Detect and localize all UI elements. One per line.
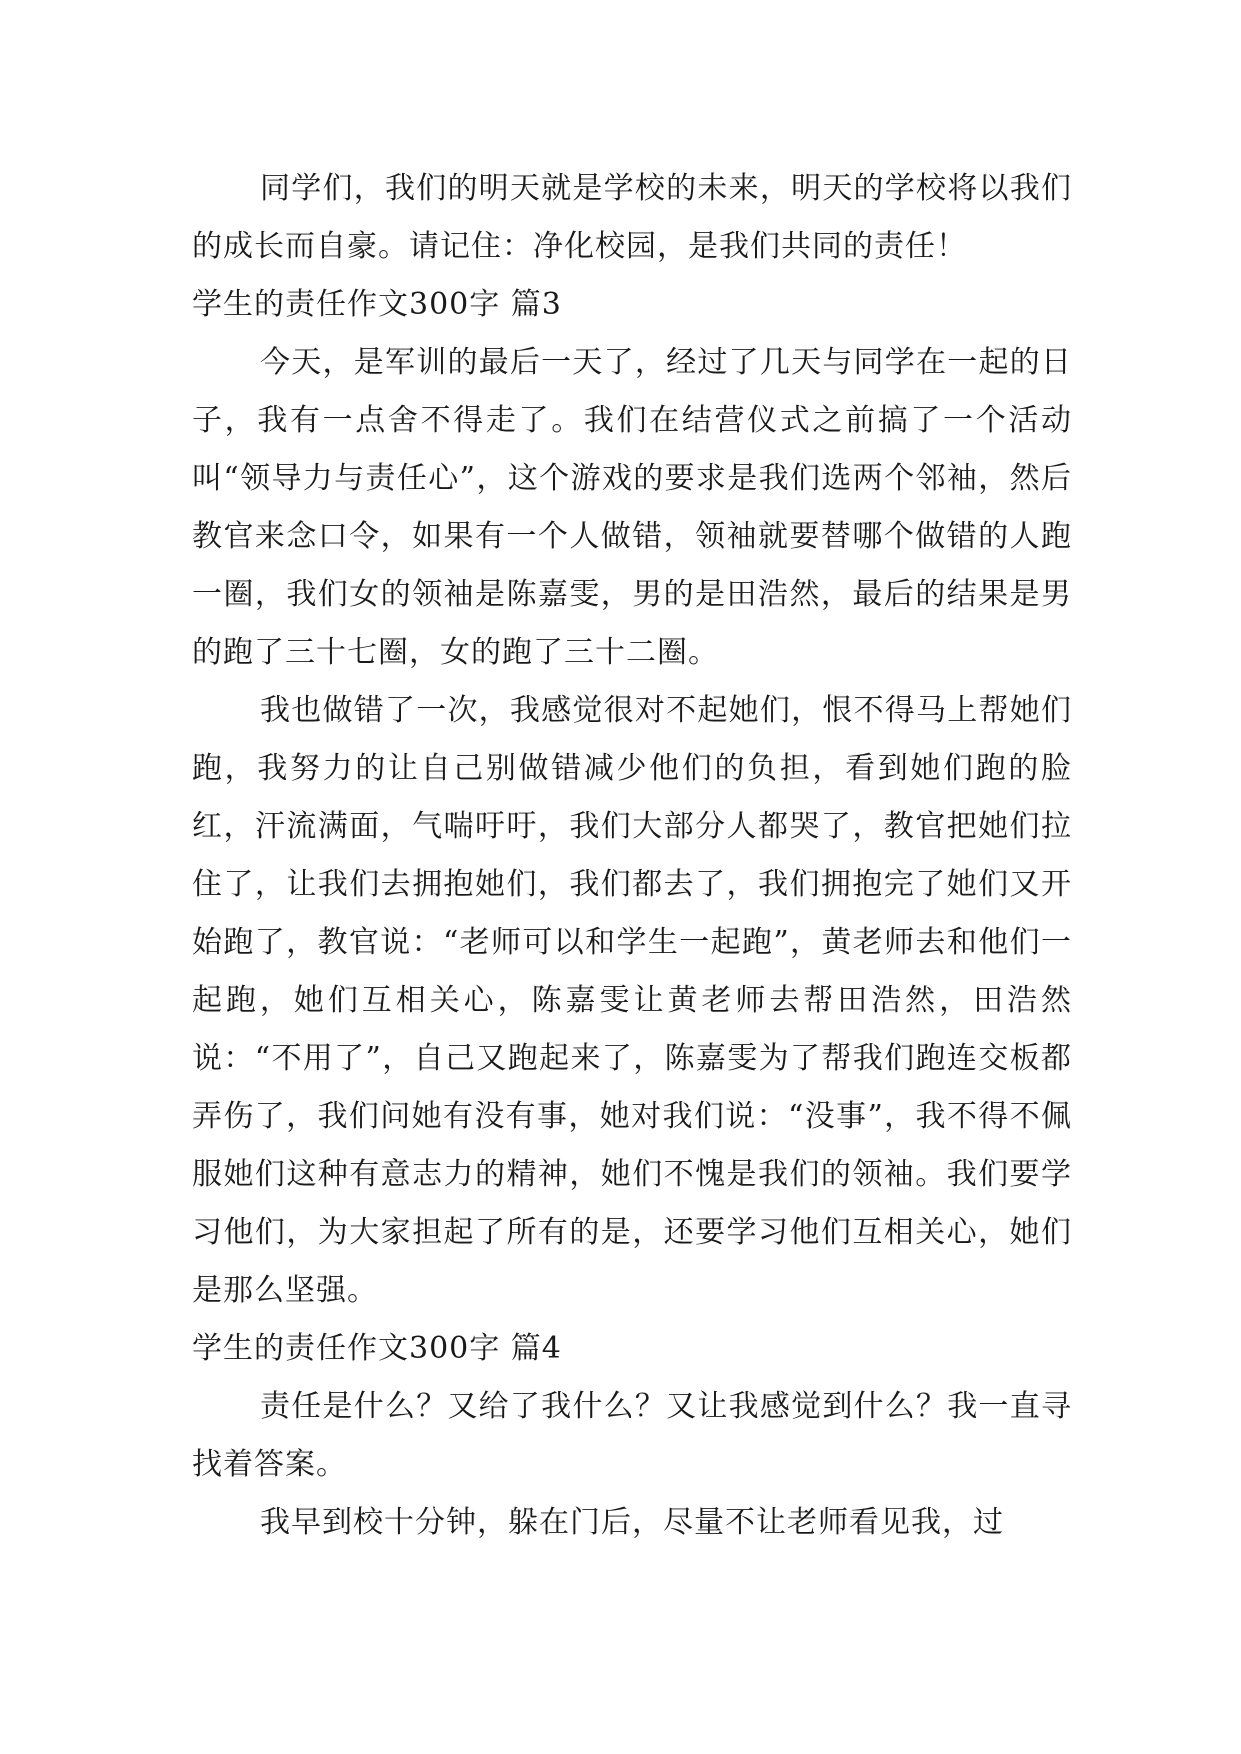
paragraph: 责任是什么？又给了我什么？又让我感觉到什么？我一直寻找着答案。 [192,1389,1072,1482]
paragraph: 今天，是军训的最后一天了，经过了几天与同学在一起的日子，我有一点舍不得走了。我们在结营仪式之前搞了一个活动叫“领导力与责任心”，这个游戏的要求是我们选两个邻袖，然后教官来念口令，如果有一个人做错，领袖就要替哪个做错的人跑一圈，我们女的领袖是陈嘉雯，男的是田浩然，最后的结果是男的跑了三十七圈，女的跑了三十二圈。 [192,345,1072,670]
paragraph: 我也做错了一次，我感觉很对不起她们，恨不得马上帮她们跑，我努力的让自己别做错减少他们的负担，看到她们跑的脸红，汗流满面，气喘吁吁，我们大部分人都哭了，教官把她们拉住了，让我们去拥抱她们，我们都去了，我们拥抱完了她们又开始跑了，教官说：“老师可以和学生一起跑”，黄老师去和他们一起跑，她们互相关心，陈嘉雯让黄老师去帮田浩然，田浩然说：“不用了”，自己又跑起来了，陈嘉雯为了帮我们跑连交板都弄伤了，我们问她有没有事，她对我们说：“没事”，我不得不佩服她们这种有意志力的精神，她们不愧是我们的领袖。我们要学习他们，为大家担起了所有的是，还要学习他们互相关心，她们是那么坚强。 [192,693,1072,1308]
section-heading: 学生的责任作文300字 篇4 [192,1331,562,1366]
paragraph: 同学们，我们的明天就是学校的未来，明天的学校将以我们的成长而自豪。请记住：净化校园，是我们共同的责任！ [192,171,1072,264]
document-body [192,160,1072,1552]
section-heading: 学生的责任作文300字 篇3 [192,287,562,322]
paragraph: 我早到校十分钟，躲在门后，尽量不让老师看见我，过 [260,1505,1004,1540]
